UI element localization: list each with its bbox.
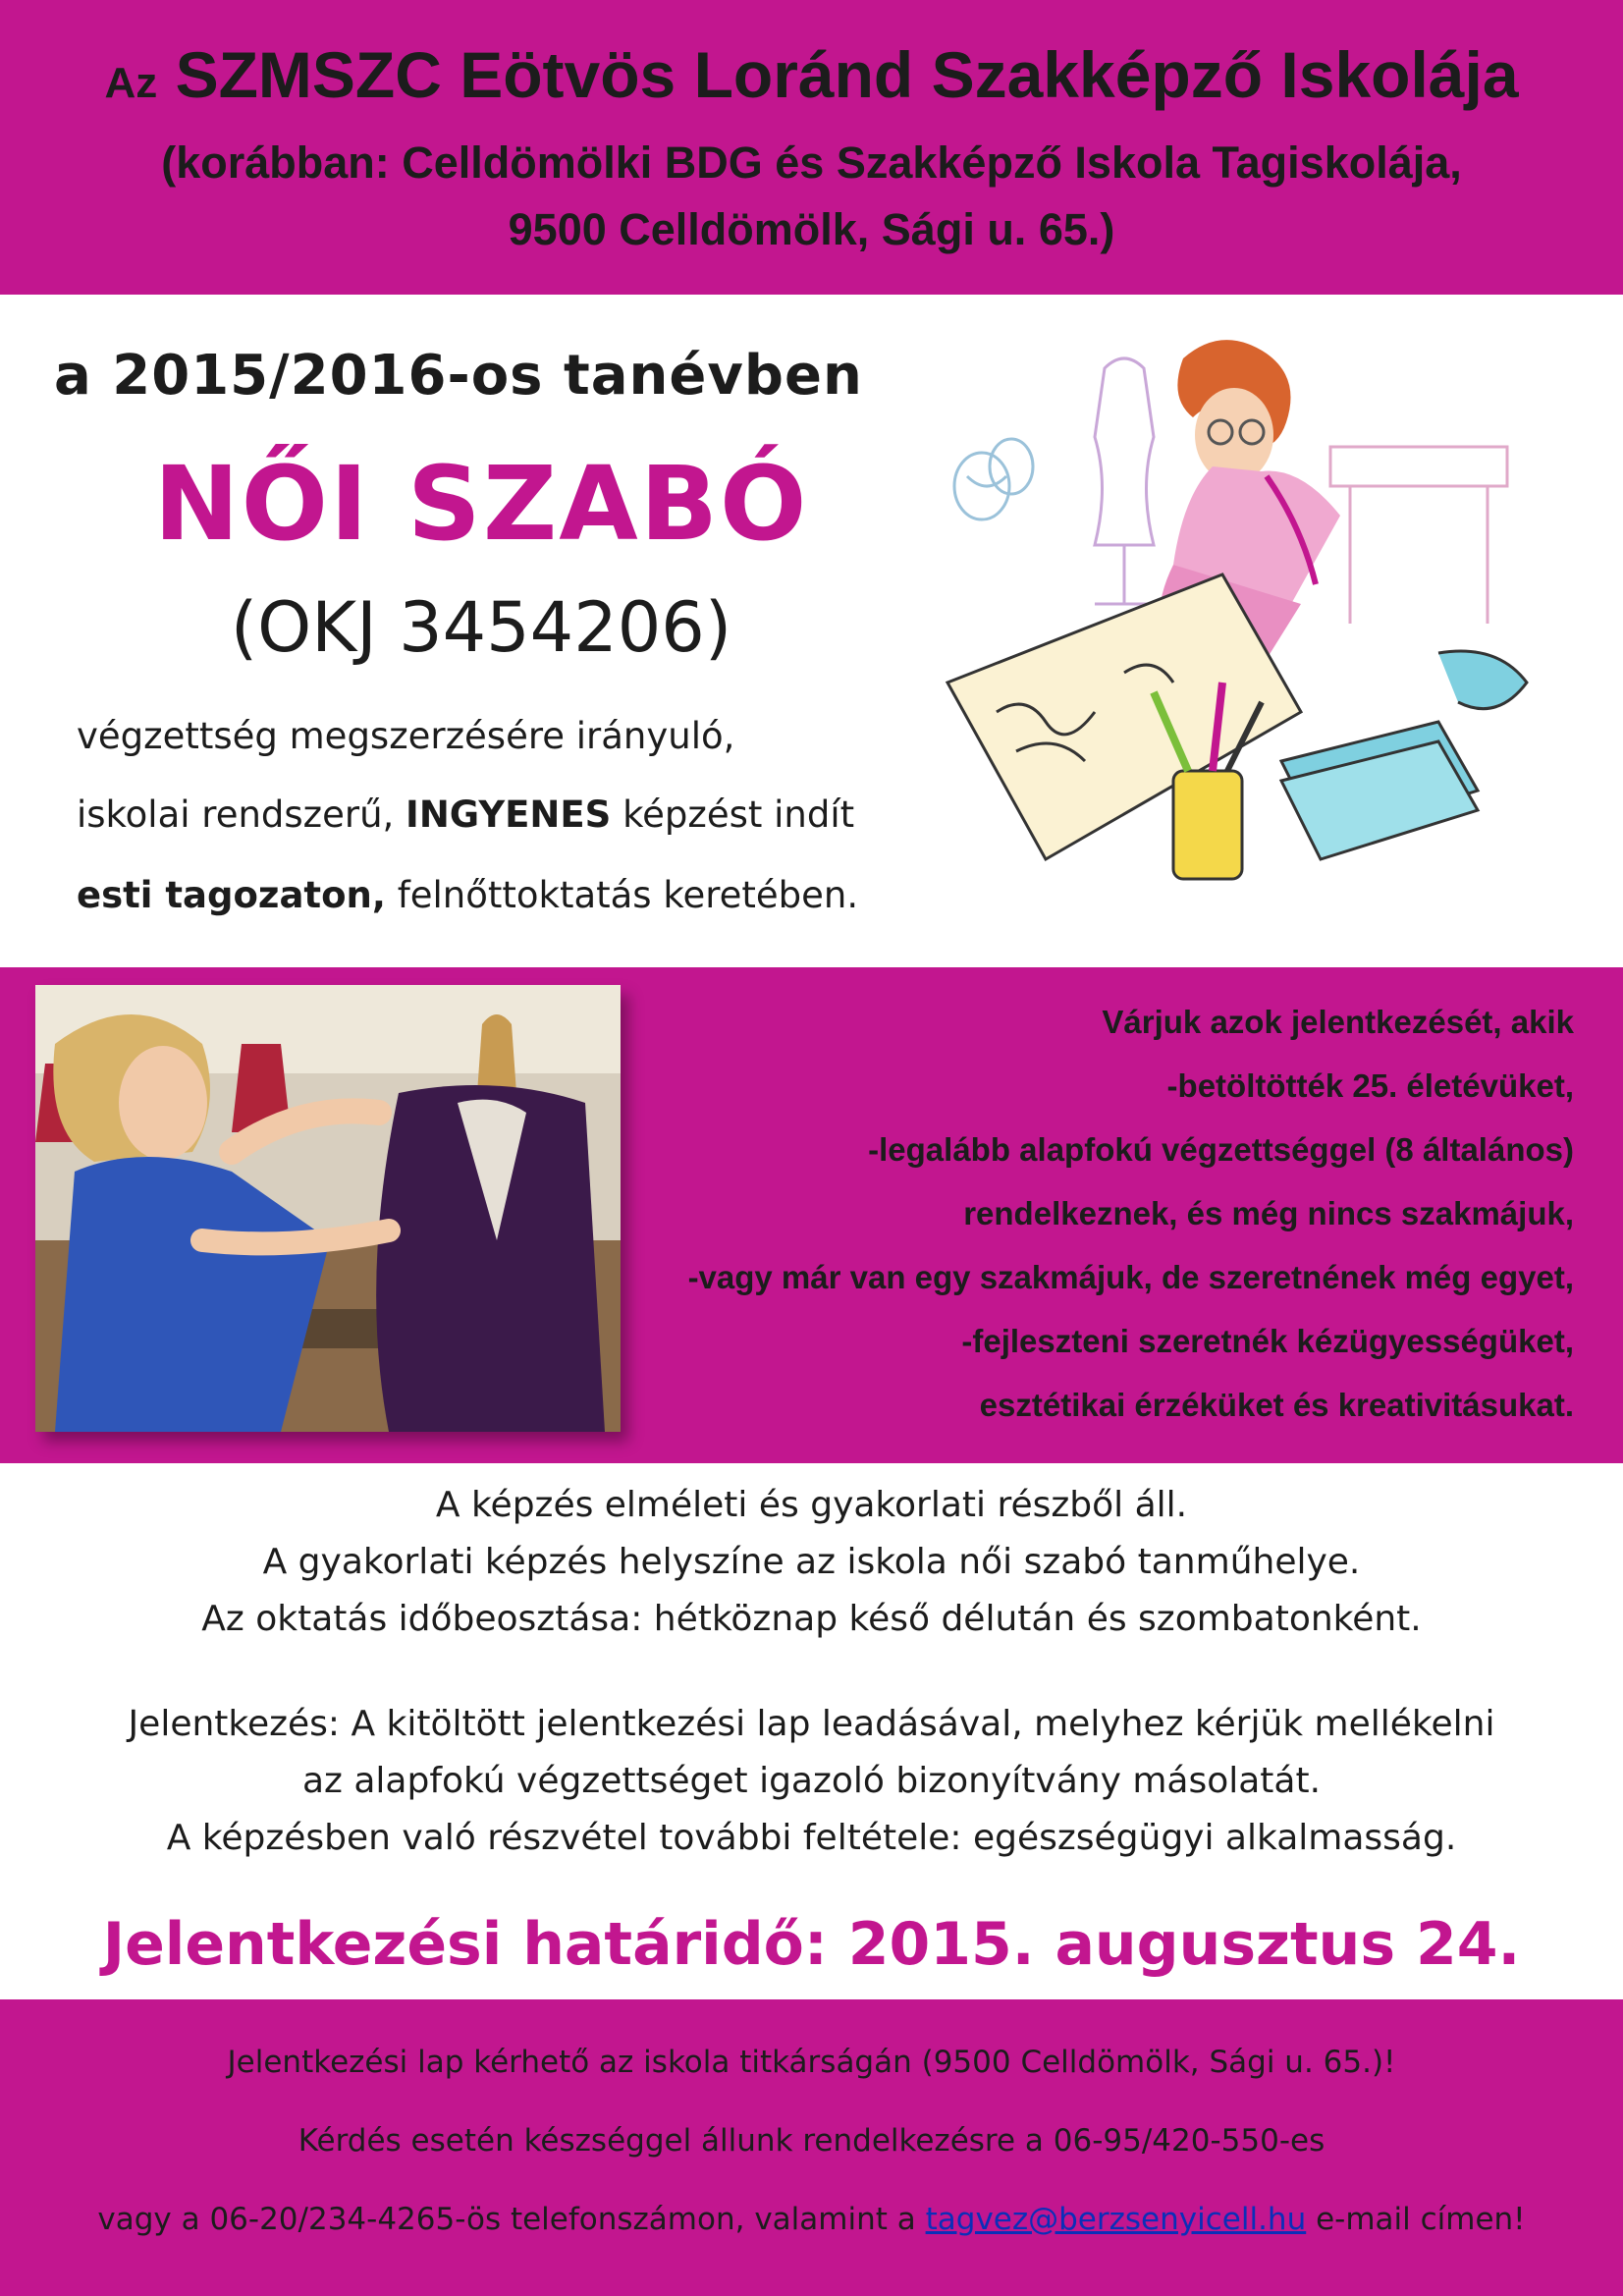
application-deadline: Jelentkezési határidő: 2015. augusztus 24.: [102, 1910, 1521, 1979]
intro-line-3-post: felnőttoktatás keretében.: [397, 874, 859, 916]
sewing-student-photo: [35, 985, 621, 1432]
footer-line-3-pre: vagy a 06-20/234-4265-ös telefonszámon, valamint a: [97, 2202, 916, 2237]
footer-line-3: [0, 2202, 1623, 2237]
dress-form-sketch-icon: [1095, 358, 1154, 604]
intro-line-3: [77, 874, 858, 916]
intro-line-2: [77, 793, 854, 836]
former-name: (korábban: Celldömölki BDG és Szakképző Iskola Tagiskolája,: [161, 137, 1462, 188]
detail-line: Az oktatás időbeosztása: hétköznap késő délután és szombatonként.: [201, 1599, 1422, 1639]
okj-code: (OKJ 3454206): [230, 587, 732, 668]
application-line: az alapfokú végzettséget igazoló bizonyítvány másolatát.: [301, 1761, 1322, 1801]
requirement-line: rendelkeznek, és még nincs szakmájuk,: [963, 1195, 1574, 1231]
thread-spools-icon: [954, 439, 1033, 519]
free-highlight: INGYENES: [406, 793, 612, 836]
tailor-illustration: [928, 329, 1556, 938]
requirement-line: -betöltötték 25. életévüket,: [1166, 1067, 1574, 1104]
application-line: A képzésben való részvétel további feltétele: egészségügyi alkalmasság.: [166, 1818, 1457, 1858]
intro-line-2-pre: iskolai rendszerű,: [77, 793, 395, 836]
detail-line: A képzés elméleti és gyakorlati részből áll.: [435, 1485, 1188, 1525]
school-name-prefix: Az: [104, 59, 158, 107]
intro-line-1: végzettség megszerzésére irányuló,: [77, 715, 735, 757]
school-year: a 2015/2016-os tanévben: [54, 344, 863, 408]
school-name: [0, 37, 1623, 112]
requirement-line: Várjuk azok jelentkezését, akik: [1102, 1004, 1574, 1040]
requirement-line: -vagy már van egy szakmájuk, de szeretnének még egyet,: [687, 1259, 1574, 1295]
requirement-line: esztétikai érzéküket és kreativitásukat.: [979, 1387, 1574, 1423]
sewing-pattern-paper-icon: [947, 574, 1301, 859]
side-table-sketch-icon: [1330, 447, 1507, 624]
school-address: 9500 Celldömölk, Sági u. 65.): [508, 204, 1115, 254]
requirement-line: -legalább alapfokú végzettséggel (8 általános): [868, 1131, 1574, 1168]
intro-line-2-post: képzést indít: [622, 793, 855, 836]
footer-line-3-post: e-mail címen!: [1316, 2202, 1526, 2237]
header-band: [0, 0, 1623, 295]
requirement-line: -fejleszteni szeretnék kézügyességüket,: [961, 1323, 1574, 1359]
footer-band: [0, 1999, 1623, 2296]
email-link[interactable]: tagvez@berzsenyicell.hu: [925, 2202, 1307, 2237]
school-name-main: SZMSZC Eötvös Loránd Szakképző Iskolája: [175, 38, 1519, 111]
evening-highlight: esti tagozaton,: [77, 874, 386, 916]
footer-line-1: Jelentkezési lap kérhető az iskola titkárságán (9500 Celldömölk, Sági u. 65.)!: [227, 2045, 1396, 2080]
footer-line-2: Kérdés esetén készséggel állunk rendelkezésre a 06-95/420-550-es: [298, 2123, 1325, 2159]
fabric-stack-icon: [1281, 651, 1527, 859]
detail-line: A gyakorlati képzés helyszíne az iskola női szabó tanműhelye.: [262, 1542, 1361, 1582]
course-title: NŐI SZABÓ: [153, 444, 809, 564]
application-line: Jelentkezés: A kitöltött jelentkezési lap leadásával, melyhez kérjük mellékelni: [128, 1704, 1495, 1744]
